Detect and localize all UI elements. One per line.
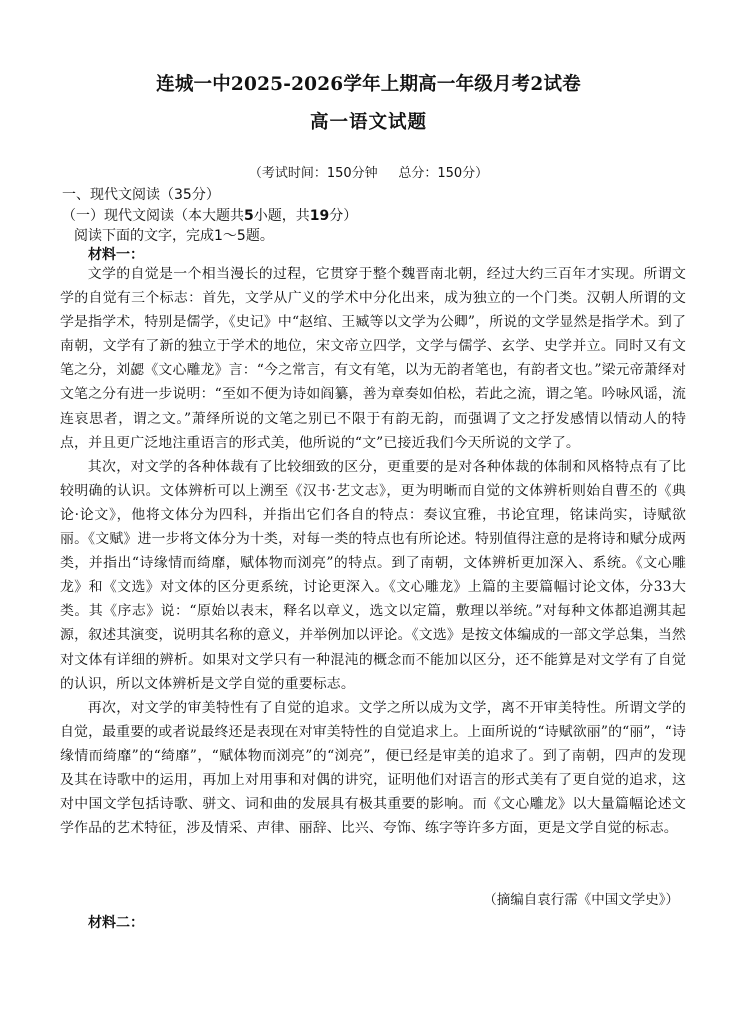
material-1-label: 材料一： bbox=[88, 247, 144, 263]
material-1-source: （摘编自袁行霈《中国文学史》） bbox=[483, 892, 679, 908]
material-1-text bbox=[60, 262, 686, 840]
exam-title: 连城一中2025-2026学年上期高一年级月考2试卷 bbox=[156, 74, 581, 95]
exam-info: （考试时间：150分钟 总分：150分） bbox=[248, 166, 489, 181]
part-heading-suffix: 分） bbox=[329, 208, 358, 224]
part-score: 19 bbox=[309, 208, 330, 224]
material-1-paragraph-3: 再次，对文学的审美特性有了自觉的追求。文学之所以成为文学，离不开审美特性。所谓文学的自觉，最重要的或者说最终还是表现在对审美特性的自觉追求上。上面所说的“诗赋欲丽”的“丽”，“诗缘情而绮靡”的“绮靡”，“赋体物而浏亮”的“浏亮”，便已经是审美的追求了。到了南朝，四声的发现及其在诗歌中的运用，再加上对用事和对偶的讲究，证明他们对语言的形式美有了更自觉的追求，这对中国文学包括诗歌、骈文、词和曲的发展具有极其重要的影响。而《文心雕龙》以大量篇幅论述文学作品的艺术特征，涉及情采、声律、丽辞、比兴、夸饰、练字等许多方面，更是文学自觉的标志。 bbox=[60, 699, 686, 837]
material-2-label: 材料二： bbox=[88, 915, 144, 931]
reading-instruction: 阅读下面的文字，完成1～5题。 bbox=[74, 228, 274, 244]
part-question-count: 5 bbox=[244, 208, 254, 224]
material-1-paragraph-2: 其次，对文学的各种体裁有了比较细致的区分，更重要的是对各种体裁的体制和风格特点有了比较明确的认识。文体辨析可以上溯至《汉书·艺文志》，更为明晰而自觉的文体辨析则始自曹丕的《典论·论文》，他将文体分为四科，并指出它们各自的特点：奏议宜雅，书论宜理，铭诔尚实，诗赋欲丽。《文赋》进一步将文体分为十类，对每一类的特点也有所论述。特别值得注意的是将诗和赋分成两类，并指出“诗缘情而绮靡，赋体物而浏亮”的特点。到了南朝，文体辨析更加深入、系统。《文心雕龙》和《文选》对文体的区分更系统，讨论更深入。《文心雕龙》上篇的主要篇幅讨论文体，分33大类。其《序志》说：“原始以表末，释名以章义，选文以定篇，敷理以举统。”对每种文体都追溯其起源，叙述其演变，说明其名称的意义，并举例加以评论。《文选》是按文体编成的一部文学总集，当然对文体有详细的辨析。如果对文学只有一种混沌的概念而不能加以区分，还不能算是对文学有了自觉的认识，所以文体辨析是文学自觉的重要标志。 bbox=[60, 458, 686, 692]
part-heading-mid: 小题，共 bbox=[253, 208, 310, 224]
part-heading bbox=[62, 205, 357, 225]
part-heading-prefix: （一）现代文阅读（本大题共 bbox=[62, 208, 244, 224]
material-1-paragraph-1: 文学的自觉是一个相当漫长的过程，它贯穿于整个魏晋南北朝，经过大约三百年才实现。所谓文学的自觉有三个标志：首先，文学从广义的学术中分化出来，成为独立的一个门类。汉朝人所谓的文学是指学术，特别是儒学，《史记》中“赵绾、王臧等以文学为公卿”，所说的文学显然是指学术。到了南朝，文学有了新的独立于学术的地位，宋文帝立四学，文学与儒学、玄学、史学并立。同时又有文笔之分，刘勰《文心雕龙》言：“今之常言，有文有笔，以为无韵者笔也，有韵者文也。”梁元帝萧绎对文笔之分有进一步说明：“至如不便为诗如阎纂，善为章奏如伯松，若此之流，谓之笔。吟咏风谣，流连哀思者，谓之文。”萧绎所说的文笔之别已不限于有韵无韵，而强调了文之抒发感情以情动人的特点，并且更广泛地注重语言的形式美，他所说的“文”已接近我们今天所说的文学了。 bbox=[60, 266, 686, 451]
exam-subtitle: 高一语文试题 bbox=[309, 112, 427, 133]
section-heading: 一、现代文阅读（35分） bbox=[62, 187, 220, 203]
